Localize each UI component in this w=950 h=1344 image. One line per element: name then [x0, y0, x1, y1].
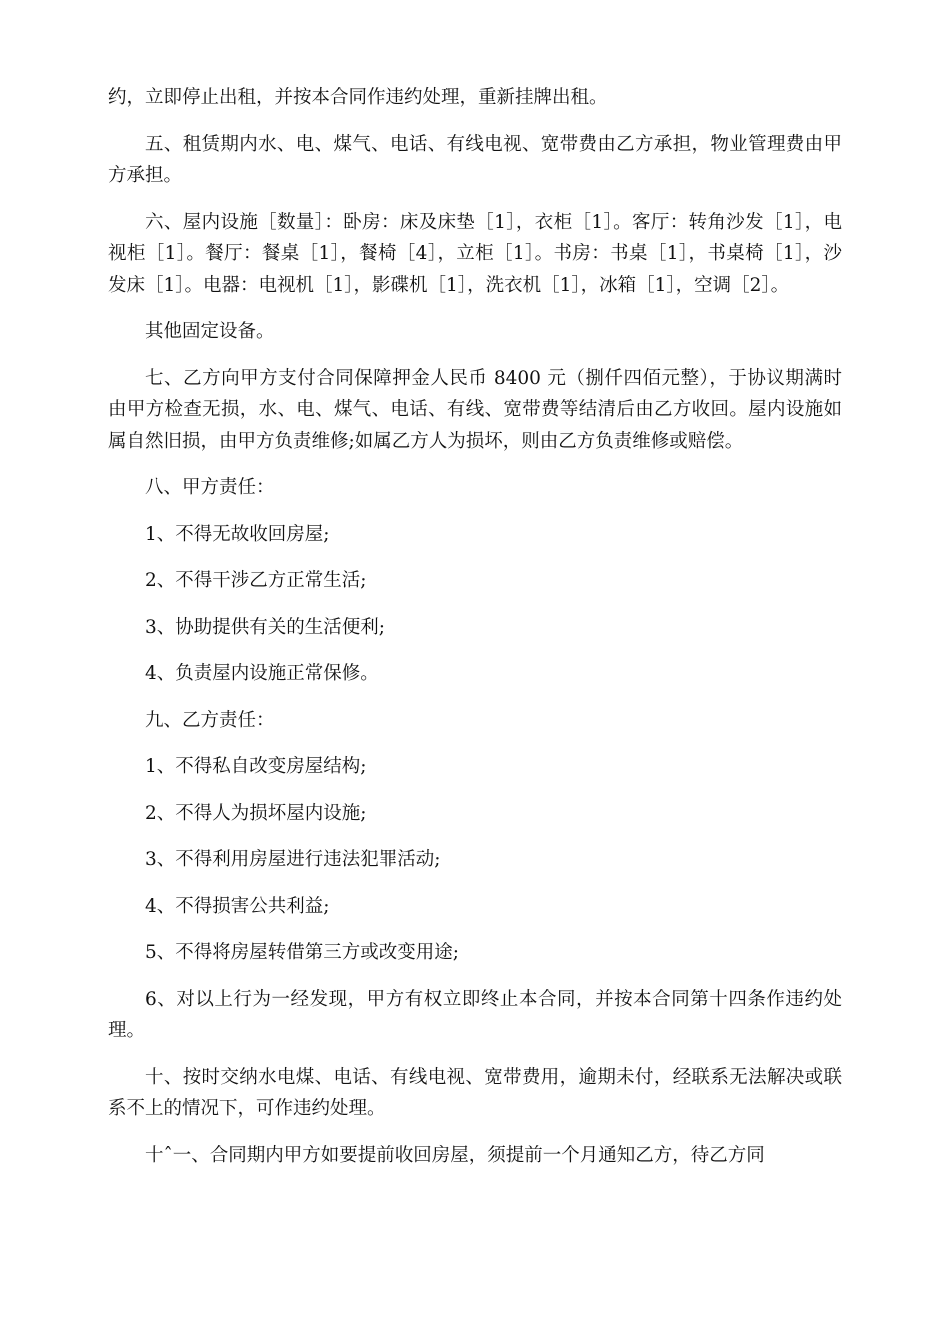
- clause-9-heading: 九、乙方责任：: [145, 709, 275, 731]
- clause-8-item-1: 1、不得无故收回房屋;: [145, 523, 330, 545]
- other-fixed-equipment: 其他固定设备。: [145, 321, 275, 342]
- clause-8-item-4: 4、负责屋内设施正常保修。: [145, 663, 379, 684]
- clause-9-item-5: 5、不得将房屋转借第三方或改变用途;: [145, 942, 460, 963]
- clause-9-item-3: 3、不得利用房屋进行违法犯罪活动;: [145, 849, 441, 870]
- clause-7-deposit: 七、乙方向甲方支付合同保障押金人民币 8400 元（捌仟四佰元整），于协议期满时由甲方检查无损，水、电、煤气、电话、有线、宽带费等结清后由乙方收回。屋内设施如属自然旧损，由甲方负责维修;如属乙方人为损坏，则由乙方负责维修或赔偿。: [108, 367, 842, 452]
- clause-5-utilities: 五、租赁期内水、电、煤气、电话、有线电视、宽带费由乙方承担，物业管理费由甲方承担。: [108, 133, 842, 186]
- clause-10-fees: 十、按时交纳水电煤、电话、有线电视、宽带费用，逾期未付，经联系无法解决或联系不上的情况下，可作违约处理。: [108, 1066, 842, 1119]
- clause-8-item-2: 2、不得干涉乙方正常生活;: [145, 570, 367, 591]
- clause-9-item-1: 1、不得私自改变房屋结构;: [145, 756, 367, 777]
- clause-9-item-6: 6、对以上行为一经发现，甲方有权立即终止本合同，并按本合同第十四条作违约处理。: [108, 988, 842, 1041]
- paragraph-continuation: 约，立即停止出租，并按本合同作违约处理，重新挂牌出租。: [108, 87, 608, 108]
- clause-8-heading: 八、甲方责任：: [145, 477, 275, 498]
- clause-6-facilities: 六、屋内设施［数量］：卧房：床及床垫［1］，衣柜［1］。客厅：转角沙发［1］，电视柜［1］。餐厅：餐桌［1］，餐椅［4］，立柜［1］。书房：书桌［1］，书桌椅［1］，沙发床［1］。电器：电视机［1］，影碟机［1］，洗衣机［1］，冰箱［1］，空调［2］。: [108, 211, 842, 296]
- clause-9-item-2: 2、不得人为损坏屋内设施;: [145, 802, 367, 824]
- document-page: [108, 82, 842, 1186]
- clause-9-item-4: 4、不得损害公共利益;: [145, 895, 330, 917]
- clause-8-item-3: 3、协助提供有关的生活便利;: [145, 616, 386, 638]
- clause-11-early-termination: 十ˆ一、合同期内甲方如要提前收回房屋，须提前一个月通知乙方，待乙方同: [145, 1144, 765, 1166]
